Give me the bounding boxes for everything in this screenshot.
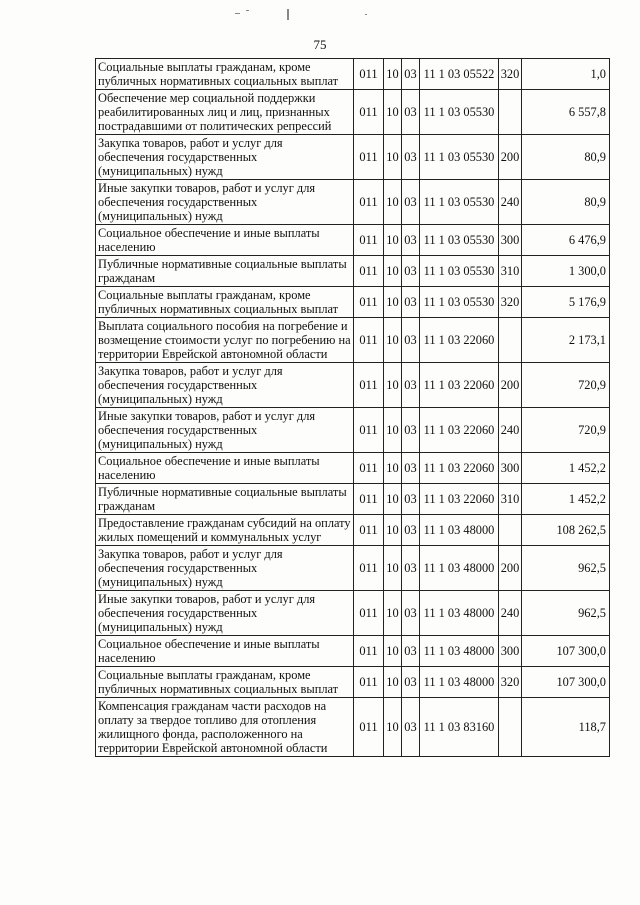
expense-type-cell: 200 <box>499 135 522 180</box>
expense-name-cell: Предоставление гражданам субсидий на оплату жилых помещений и коммунальных услуг <box>96 515 354 546</box>
expense-name-cell: Социальные выплаты гражданам, кроме публичных нормативных социальных выплат <box>96 59 354 90</box>
table-row <box>96 636 610 667</box>
table-row <box>96 363 610 408</box>
table-row <box>96 591 610 636</box>
expense-type-cell: 320 <box>499 59 522 90</box>
section-code-cell: 10 <box>384 318 402 363</box>
expense-name-cell: Закупка товаров, работ и услуг для обеспечения государственных (муниципальных) нужд <box>96 363 354 408</box>
scan-artifact <box>246 10 249 11</box>
table-row <box>96 318 610 363</box>
expense-name-cell: Социальные выплаты гражданам, кроме публичных нормативных социальных выплат <box>96 667 354 698</box>
expense-name-cell: Закупка товаров, работ и услуг для обеспечения государственных (муниципальных) нужд <box>96 135 354 180</box>
scan-artifact <box>287 9 289 20</box>
table-row <box>96 698 610 757</box>
target-article-cell: 11 1 03 22060 <box>420 408 499 453</box>
table-row <box>96 256 610 287</box>
amount-cell: 2 173,1 <box>522 318 610 363</box>
subsection-code-cell: 03 <box>402 59 420 90</box>
ministry-code-cell: 011 <box>354 408 384 453</box>
subsection-code-cell: 03 <box>402 408 420 453</box>
ministry-code-cell: 011 <box>354 636 384 667</box>
expense-type-cell: 310 <box>499 256 522 287</box>
expense-type-cell: 320 <box>499 287 522 318</box>
amount-cell: 80,9 <box>522 135 610 180</box>
target-article-cell: 11 1 03 48000 <box>420 591 499 636</box>
expense-name-cell: Обеспечение мер социальной поддержки реабилитированных лиц и лиц, признанных пострадавшими от политических репрессий <box>96 90 354 135</box>
section-code-cell: 10 <box>384 698 402 757</box>
subsection-code-cell: 03 <box>402 667 420 698</box>
subsection-code-cell: 03 <box>402 318 420 363</box>
scan-artifact <box>235 13 240 14</box>
section-code-cell: 10 <box>384 59 402 90</box>
amount-cell: 962,5 <box>522 546 610 591</box>
budget-table <box>95 58 610 757</box>
subsection-code-cell: 03 <box>402 180 420 225</box>
target-article-cell: 11 1 03 05530 <box>420 287 499 318</box>
expense-type-cell: 200 <box>499 363 522 408</box>
subsection-code-cell: 03 <box>402 225 420 256</box>
expense-name-cell: Социальные выплаты гражданам, кроме публичных нормативных социальных выплат <box>96 287 354 318</box>
section-code-cell: 10 <box>384 287 402 318</box>
section-code-cell: 10 <box>384 484 402 515</box>
expense-name-cell: Иные закупки товаров, работ и услуг для обеспечения государственных (муниципальных) нужд <box>96 408 354 453</box>
amount-cell: 107 300,0 <box>522 636 610 667</box>
expense-name-cell: Закупка товаров, работ и услуг для обеспечения государственных (муниципальных) нужд <box>96 546 354 591</box>
section-code-cell: 10 <box>384 363 402 408</box>
expense-name-cell: Социальное обеспечение и иные выплаты населению <box>96 636 354 667</box>
amount-cell: 1,0 <box>522 59 610 90</box>
expense-type-cell: 240 <box>499 180 522 225</box>
ministry-code-cell: 011 <box>354 363 384 408</box>
subsection-code-cell: 03 <box>402 484 420 515</box>
target-article-cell: 11 1 03 05530 <box>420 135 499 180</box>
target-article-cell: 11 1 03 22060 <box>420 318 499 363</box>
amount-cell: 962,5 <box>522 591 610 636</box>
target-article-cell: 11 1 03 48000 <box>420 546 499 591</box>
target-article-cell: 11 1 03 48000 <box>420 667 499 698</box>
target-article-cell: 11 1 03 05522 <box>420 59 499 90</box>
ministry-code-cell: 011 <box>354 90 384 135</box>
expense-name-cell: Иные закупки товаров, работ и услуг для обеспечения государственных (муниципальных) нужд <box>96 180 354 225</box>
expense-type-cell: 310 <box>499 484 522 515</box>
section-code-cell: 10 <box>384 408 402 453</box>
target-article-cell: 11 1 03 22060 <box>420 484 499 515</box>
table-row <box>96 408 610 453</box>
table-row <box>96 90 610 135</box>
ministry-code-cell: 011 <box>354 318 384 363</box>
table-row <box>96 515 610 546</box>
subsection-code-cell: 03 <box>402 591 420 636</box>
section-code-cell: 10 <box>384 453 402 484</box>
table-row <box>96 484 610 515</box>
ministry-code-cell: 011 <box>354 225 384 256</box>
table-row <box>96 287 610 318</box>
section-code-cell: 10 <box>384 256 402 287</box>
target-article-cell: 11 1 03 05530 <box>420 256 499 287</box>
expense-type-cell: 300 <box>499 225 522 256</box>
section-code-cell: 10 <box>384 225 402 256</box>
ministry-code-cell: 011 <box>354 287 384 318</box>
ministry-code-cell: 011 <box>354 546 384 591</box>
expense-name-cell: Компенсация гражданам части расходов на оплату за твердое топливо для отопления жилищного фонда, расположенного на территории Еврейской автономной области <box>96 698 354 757</box>
ministry-code-cell: 011 <box>354 59 384 90</box>
expense-name-cell: Социальное обеспечение и иные выплаты населению <box>96 453 354 484</box>
subsection-code-cell: 03 <box>402 90 420 135</box>
expense-name-cell: Выплата социального пособия на погребение и возмещение стоимости услуг по погребению на территории Еврейской автономной области <box>96 318 354 363</box>
expense-type-cell <box>499 318 522 363</box>
expense-type-cell <box>499 698 522 757</box>
amount-cell: 80,9 <box>522 180 610 225</box>
table-row <box>96 180 610 225</box>
subsection-code-cell: 03 <box>402 515 420 546</box>
ministry-code-cell: 011 <box>354 180 384 225</box>
subsection-code-cell: 03 <box>402 135 420 180</box>
expense-type-cell: 240 <box>499 591 522 636</box>
ministry-code-cell: 011 <box>354 667 384 698</box>
expense-type-cell <box>499 515 522 546</box>
subsection-code-cell: 03 <box>402 546 420 591</box>
page-number: 75 <box>313 37 327 52</box>
target-article-cell: 11 1 03 48000 <box>420 636 499 667</box>
ministry-code-cell: 011 <box>354 484 384 515</box>
subsection-code-cell: 03 <box>402 453 420 484</box>
table-row <box>96 225 610 256</box>
section-code-cell: 10 <box>384 636 402 667</box>
amount-cell: 720,9 <box>522 363 610 408</box>
ministry-code-cell: 011 <box>354 591 384 636</box>
target-article-cell: 11 1 03 48000 <box>420 515 499 546</box>
amount-cell: 1 452,2 <box>522 484 610 515</box>
table-row <box>96 667 610 698</box>
expense-type-cell: 320 <box>499 667 522 698</box>
section-code-cell: 10 <box>384 515 402 546</box>
expense-type-cell: 200 <box>499 546 522 591</box>
target-article-cell: 11 1 03 22060 <box>420 363 499 408</box>
subsection-code-cell: 03 <box>402 363 420 408</box>
amount-cell: 6 557,8 <box>522 90 610 135</box>
expense-name-cell: Иные закупки товаров, работ и услуг для обеспечения государственных (муниципальных) нужд <box>96 591 354 636</box>
expense-type-cell: 300 <box>499 453 522 484</box>
section-code-cell: 10 <box>384 180 402 225</box>
expense-type-cell <box>499 90 522 135</box>
target-article-cell: 11 1 03 05530 <box>420 90 499 135</box>
amount-cell: 118,7 <box>522 698 610 757</box>
ministry-code-cell: 011 <box>354 515 384 546</box>
ministry-code-cell: 011 <box>354 698 384 757</box>
table-row <box>96 453 610 484</box>
expense-name-cell: Публичные нормативные социальные выплаты гражданам <box>96 484 354 515</box>
section-code-cell: 10 <box>384 667 402 698</box>
table-row <box>96 546 610 591</box>
amount-cell: 1 452,2 <box>522 453 610 484</box>
expense-name-cell: Социальное обеспечение и иные выплаты населению <box>96 225 354 256</box>
scan-artifact <box>365 14 367 15</box>
target-article-cell: 11 1 03 22060 <box>420 453 499 484</box>
target-article-cell: 11 1 03 05530 <box>420 225 499 256</box>
amount-cell: 6 476,9 <box>522 225 610 256</box>
amount-cell: 107 300,0 <box>522 667 610 698</box>
section-code-cell: 10 <box>384 135 402 180</box>
table-row <box>96 135 610 180</box>
section-code-cell: 10 <box>384 546 402 591</box>
target-article-cell: 11 1 03 83160 <box>420 698 499 757</box>
section-code-cell: 10 <box>384 90 402 135</box>
subsection-code-cell: 03 <box>402 636 420 667</box>
amount-cell: 1 300,0 <box>522 256 610 287</box>
table-row <box>96 59 610 90</box>
section-code-cell: 10 <box>384 591 402 636</box>
target-article-cell: 11 1 03 05530 <box>420 180 499 225</box>
expense-type-cell: 300 <box>499 636 522 667</box>
expense-name-cell: Публичные нормативные социальные выплаты гражданам <box>96 256 354 287</box>
amount-cell: 108 262,5 <box>522 515 610 546</box>
subsection-code-cell: 03 <box>402 256 420 287</box>
ministry-code-cell: 011 <box>354 453 384 484</box>
subsection-code-cell: 03 <box>402 698 420 757</box>
expense-type-cell: 240 <box>499 408 522 453</box>
subsection-code-cell: 03 <box>402 287 420 318</box>
amount-cell: 720,9 <box>522 408 610 453</box>
amount-cell: 5 176,9 <box>522 287 610 318</box>
ministry-code-cell: 011 <box>354 256 384 287</box>
ministry-code-cell: 011 <box>354 135 384 180</box>
